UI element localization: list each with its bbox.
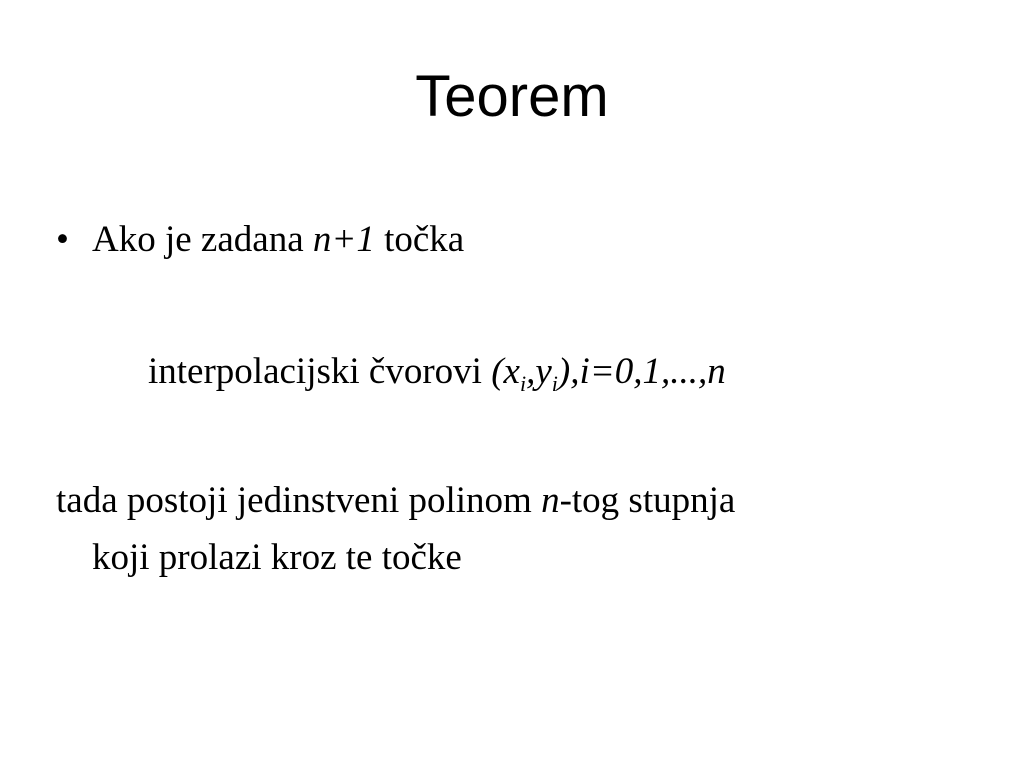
- interpolation-nodes-line: [148, 349, 726, 395]
- nodes-label: interpolacijski čvorovi: [148, 351, 492, 392]
- bullet-emphasis: n+1: [312, 219, 375, 260]
- slide-title: Teorem: [415, 64, 609, 129]
- conclusion-emphasis: n: [541, 480, 560, 521]
- nodes-comma: ,y: [526, 351, 552, 392]
- nodes-subscript-y: i: [551, 371, 558, 396]
- bullet-item: [56, 217, 464, 263]
- nodes-open: (x: [491, 351, 520, 392]
- conclusion-text-before: tada postoji jedinstveni polinom: [56, 480, 542, 521]
- nodes-close: ),i=0,1,...,n: [557, 351, 726, 392]
- nodes-formula: [491, 351, 726, 396]
- conclusion-line-1: [56, 478, 735, 524]
- bullet-symbol: •: [56, 219, 69, 260]
- conclusion-line-2: koji prolazi kroz te točke: [92, 537, 462, 578]
- conclusion-text-after: -tog stupnja: [559, 480, 736, 521]
- bullet-text-after: točka: [374, 219, 465, 260]
- bullet-text-before: Ako je zadana: [92, 219, 313, 260]
- nodes-subscript-x: i: [519, 371, 527, 396]
